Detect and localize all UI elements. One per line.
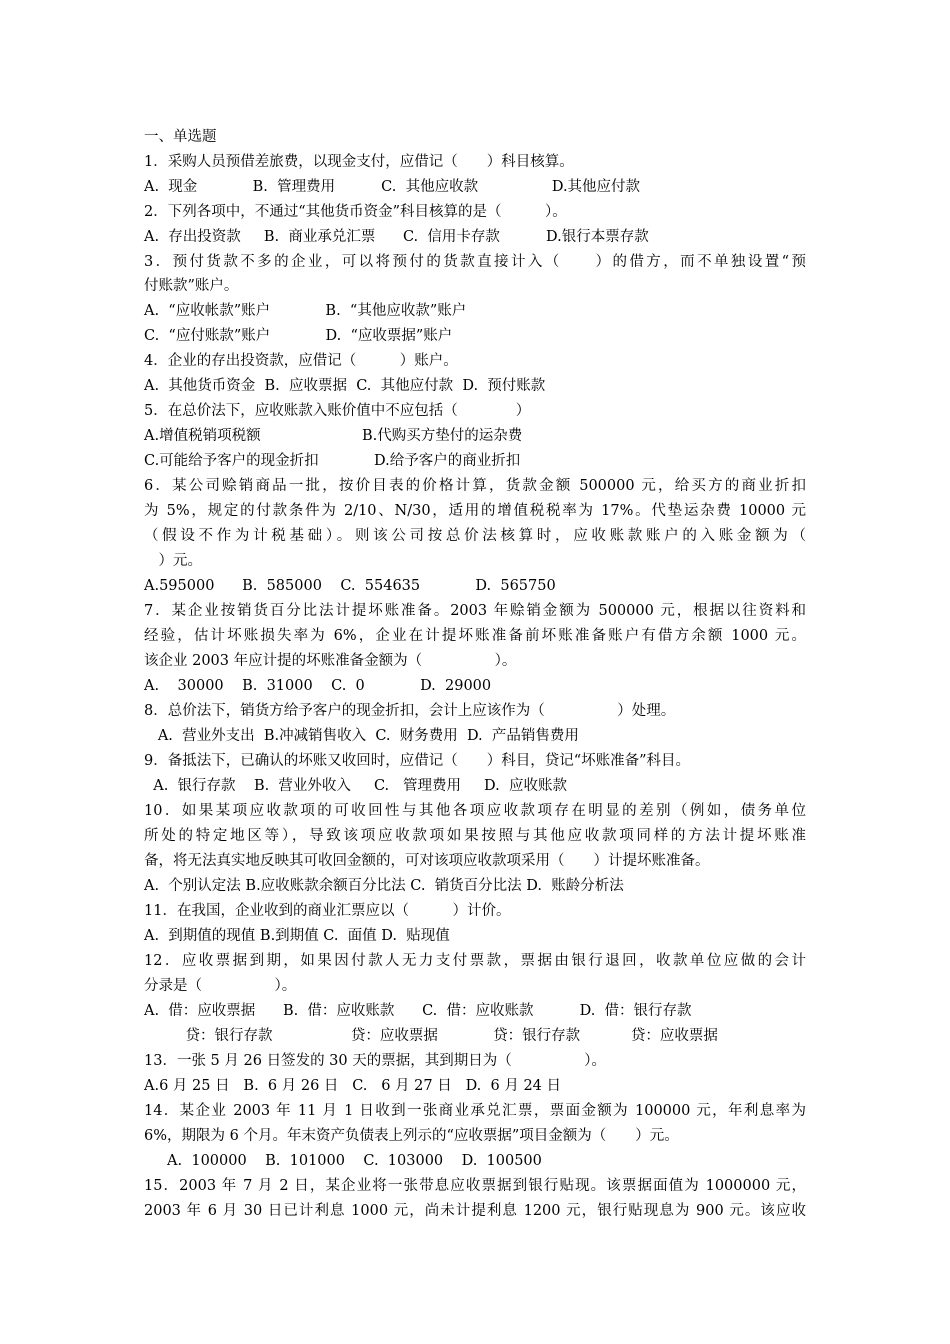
text-line: A. 银行存款 B. 营业外收入 C. 管理费用 D. 应收账款 <box>144 778 567 794</box>
text-line: 2003 年 6 月 30 日已计利息 1000 元，尚未计提利息 1200 元，银行贴现息为 900 元。该应收 <box>144 1203 806 1219</box>
text-line: A. 个别认定法 B.应收账款余额百分比法 C. 销货百分比法 D. 账龄分析法 <box>144 878 624 894</box>
text-line: A. 营业外支出 B.冲减销售收入 C. 财务费用 D. 产品销售费用 <box>144 728 579 744</box>
text-line: A. 借：应收票据 B. 借：应收账款 C. 借：应收账款 D. 借：银行存款 <box>144 1003 692 1019</box>
text-line: 备，将无法真实地反映其可收回金额的，可对该项应收款项采用（ ）计提坏账准备。 <box>144 853 710 869</box>
text-line: 5．在总价法下，应收账款入账价值中不应包括（ ） <box>144 403 531 419</box>
text-line: A.595000 B. 585000 C. 554635 D. 565750 <box>144 578 556 594</box>
text-line: 该企业 2003 年应计提的坏账准备金额为（ ）。 <box>144 653 517 669</box>
text-line: （假设不作为计税基础）。则该公司按总价法核算时，应收账款账户的入账金额为（ <box>144 528 806 544</box>
text-line: A.6 月 25 日 B. 6 月 26 日 C. 6 月 27 日 D. 6 月 24 日 <box>144 1078 562 1094</box>
text-line: 所处的特定地区等），导致该项应收款项如果按照与其他应收款项同样的方法计提坏账准 <box>144 828 806 844</box>
text-line: 7．某企业按销货百分比法计提坏账准备。2003 年赊销金额为 500000 元，根据以往资料和 <box>144 603 806 619</box>
text-line: C. “应付账款”账户 D. “应收票据”账户 <box>144 328 453 344</box>
text-line: 1．采购人员预借差旅费，以现金支付，应借记（ ）科目核算。 <box>144 154 574 170</box>
text-line: 10．如果某项应收款项的可收回性与其他各项应收款项存在明显的差别（例如，债务单位 <box>144 803 806 819</box>
text-line: A. 到期值的现值 B.到期值 C. 面值 D. 贴现值 <box>144 928 450 944</box>
text-line: ）元。 <box>144 553 202 569</box>
text-line: 12．应收票据到期，如果因付款人无力支付票款，票据由银行退回，收款单位应做的会计 <box>144 953 806 969</box>
text-line: 11．在我国，企业收到的商业汇票应以（ ）计价。 <box>144 903 511 919</box>
text-line: 经验，估计坏账损失率为 6%，企业在计提坏账准备前坏账准备账户有借方余额 1000 元。 <box>144 628 806 644</box>
text-line: 付账款”账户。 <box>144 278 239 294</box>
text-line: 6%，期限为 6 个月。年末资产负债表上列示的“应收票据”项目金额为（ ）元。 <box>144 1128 679 1144</box>
text-line: 4．企业的存出投资款，应借记（ ）账户。 <box>144 353 458 369</box>
text-line: A. “应收帐款”账户 B. “其他应收款”账户 <box>144 303 467 319</box>
text-line: 14．某企业 2003 年 11 月 1 日收到一张商业承兑汇票，票面金额为 100000 元，年利息率为 <box>144 1103 806 1119</box>
text-line: A. 存出投资款 B. 商业承兑汇票 C. 信用卡存款 D.银行本票存款 <box>144 229 649 245</box>
text-line: C.可能给予客户的现金折扣 D.给予客户的商业折扣 <box>144 453 521 469</box>
text-line: A. 其他货币资金 B. 应收票据 C. 其他应付款 D. 预付账款 <box>144 378 546 394</box>
section-title: 一、单选题 <box>144 129 217 145</box>
text-line: 为 5%，规定的付款条件为 2/10、N/30，适用的增值税税率为 17%。代垫运杂费 10000 元 <box>144 503 806 519</box>
text-line: 9．备抵法下，已确认的坏账又收回时，应借记（ ）科目，贷记“坏账准备”科目。 <box>144 753 691 769</box>
text-line: A.增值税销项税额 B.代购买方垫付的运杂费 <box>144 428 523 444</box>
text-line: 13．一张 5 月 26 日签发的 30 天的票据，其到期日为（ ）。 <box>144 1053 606 1069</box>
text-line: 3．预付货款不多的企业，可以将预付的货款直接计入（ ）的借方，而不单独设置“预 <box>144 254 806 270</box>
text-line: 6．某公司赊销商品一批，按价目表的价格计算，货款金额 500000 元，给买方的商业折扣 <box>144 478 806 494</box>
text-line: 贷：银行存款 贷：应收票据 贷：银行存款 贷：应收票据 <box>144 1028 718 1044</box>
text-line: 8．总价法下，销货方给予客户的现金折扣，会计上应该作为（ ）处理。 <box>144 703 676 719</box>
text-line: A. 30000 B. 31000 C. 0 D. 29000 <box>144 678 492 694</box>
text-line: 2．下列各项中，不通过“其他货币资金”科目核算的是（ ）。 <box>144 204 567 220</box>
text-line: A. 100000 B. 101000 C. 103000 D. 100500 <box>144 1153 542 1169</box>
text-line: 分录是（ ）。 <box>144 978 297 994</box>
text-line: 15．2003 年 7 月 2 日，某企业将一张带息应收票据到银行贴现。该票据面值为 1000000 元， <box>144 1178 806 1194</box>
text-line: A. 现金 B. 管理费用 C. 其他应收款 D.其他应付款 <box>144 179 641 195</box>
